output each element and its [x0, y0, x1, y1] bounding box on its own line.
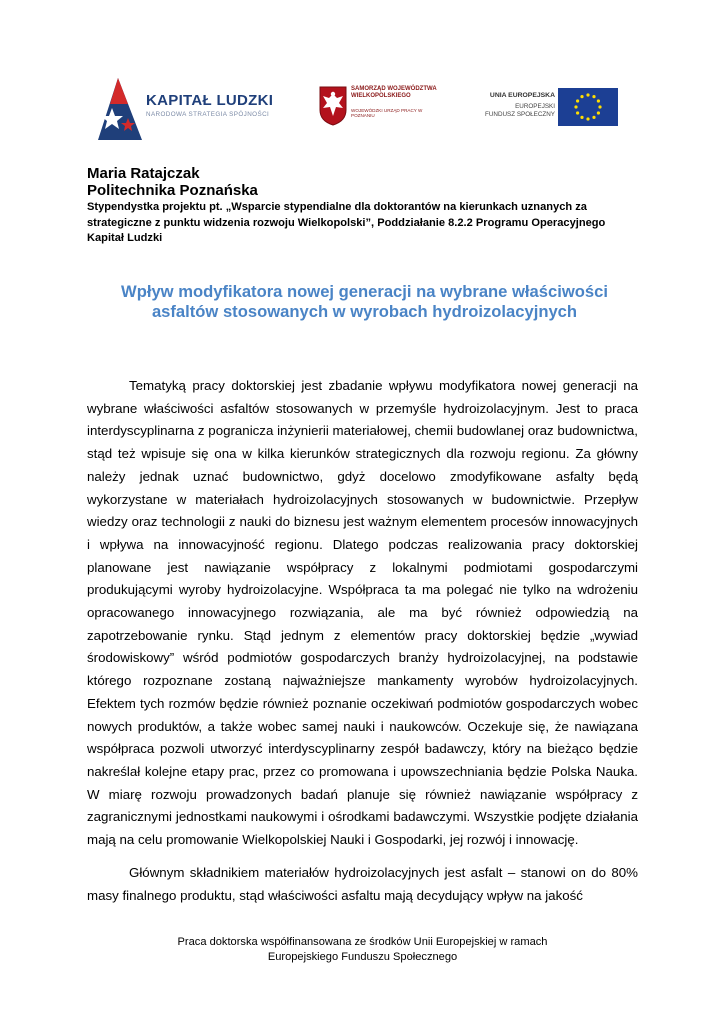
ue-title: UNIA EUROPEJSKA: [489, 92, 555, 99]
samorzad-logo: [319, 84, 439, 130]
eu-flag-icon: [558, 88, 618, 126]
ue-subtitle: [485, 103, 555, 119]
article-title: Wpływ modyfikatora nowej generacji na wybrane właściwości asfaltów stosowanych w wyrobach hydroizolacyjnych: [121, 282, 608, 321]
kapital-ludzki-title: KAPITAŁ LUDZKI: [146, 92, 274, 109]
samorzad-name: SAMORZĄD WOJEWÓDZTWA WIELKOPOLSKIEGO: [351, 86, 437, 99]
wup-name: WOJEWÓDZKI URZĄD PRACY W POZNANIU: [351, 108, 423, 119]
ue-subtitle-line-1: EUROPEJSKI: [515, 103, 555, 110]
scholarship-note: Stypendystka projektu pt. „Wsparcie stypendialne dla doktorantów na kierunkach uznanych za strategiczne z punktu widzenia rozwoju Wielkopolski”, Poddziałanie 8.2.2 Programu Operacyjnego Kapitał Ludzki: [87, 201, 606, 244]
author-name: Maria Ratajczak: [87, 165, 200, 182]
footer-line-1: Praca doktorska współfinansowana ze środków Unii Europejskiej w ramach: [177, 936, 548, 948]
page-footer: [87, 935, 638, 964]
author-university: Politechnika Poznańska: [87, 182, 258, 199]
body-paragraph-2: Głównym składnikiem materiałów hydroizolacyjnych jest asfalt – stanowi on do 80% masy finalnego produktu, stąd właściwości asfaltu mają decydujący wpływ na jakość: [87, 865, 638, 903]
footer-line-2: Europejskiego Funduszu Społecznego: [267, 950, 458, 963]
kapital-ludzki-logo: [98, 78, 298, 140]
kapital-ludzki-subtitle: NARODOWA STRATEGIA SPÓJNOŚCI: [146, 111, 270, 118]
eagle-coat-of-arms-icon: [319, 86, 347, 126]
body-paragraph-1: Tematyką pracy doktorskiej jest zbadanie wpływu modyfikatora nowej generacji na wybrane właściwości asfaltów stosowanych w przemyśle hydroizolacyjnym. Jest to praca interdyscyplinarna z pogranicza inżynierii materiałowej, chemii budowlanej oraz budownictwa, stąd też wpisuje się ona w kilka kierunków strategicznych dla rozwoju regionu. Za główny należy jednak uznać budownictwo, gdyż docelowo zmodyfikowane asfalty będą wykorzystane w materiałach hydroizolacyjnych stosowanych w budownictwie. Przepływ wiedzy oraz technologii z nauki do biznesu jest ważnym elementem procesów innowacyjnych i wpływa na innowacyjność regionu. Dlatego podczas realizowania pracy doktorskiej planowane jest nawiązanie współpracy z lokalnymi podmiotami gospodarczymi produkującymi wyroby hydroizolacyjne. Współpraca ta ma polegać nie tylko na wdrożeniu opracowanego innowacyjnego rozwiązania, ale ma być również odpowiedzią na zapotrzebowanie rynku. Stąd jednym z elementów pracy doktorskiej będzie „wywiad środowiskowy” wśród podmiotów gospodarczych branży hydroizolacyjnej, na podstawie którego rozpoznane zostaną najważniejsze mankamenty wyrobów hydroizolacyjnych. Efektem tych rozmów będzie również poznanie oczekiwań podmiotów gospodarczych wobec nowych produktów, a także wobec samej nauki i naukowców. Oczekuje się, że nawiązana współpraca pozwoli utworzyć interdyscyplinarny zespół badawczy, który na bieżąco będzie nakreślał kolejne etapy prac, przez co promowana i upowszechniania będzie Polska Nauka. W miarę rozwoju prowadzonych badań planuje się również nawiązanie współpracy z zagranicznymi jednostkami naukowymi i ośrodkami badawczymi. Wszystkie podjęte działania mają na celu promowanie Wielkopolskiej Nauki i Gospodarki, jej rozwój i innowację.: [87, 378, 638, 848]
kapital-ludzki-star-icon: [98, 78, 144, 140]
ue-subtitle-line-2: FUNDUSZ SPOŁECZNY: [485, 111, 555, 118]
unia-europejska-logo: [470, 88, 620, 128]
